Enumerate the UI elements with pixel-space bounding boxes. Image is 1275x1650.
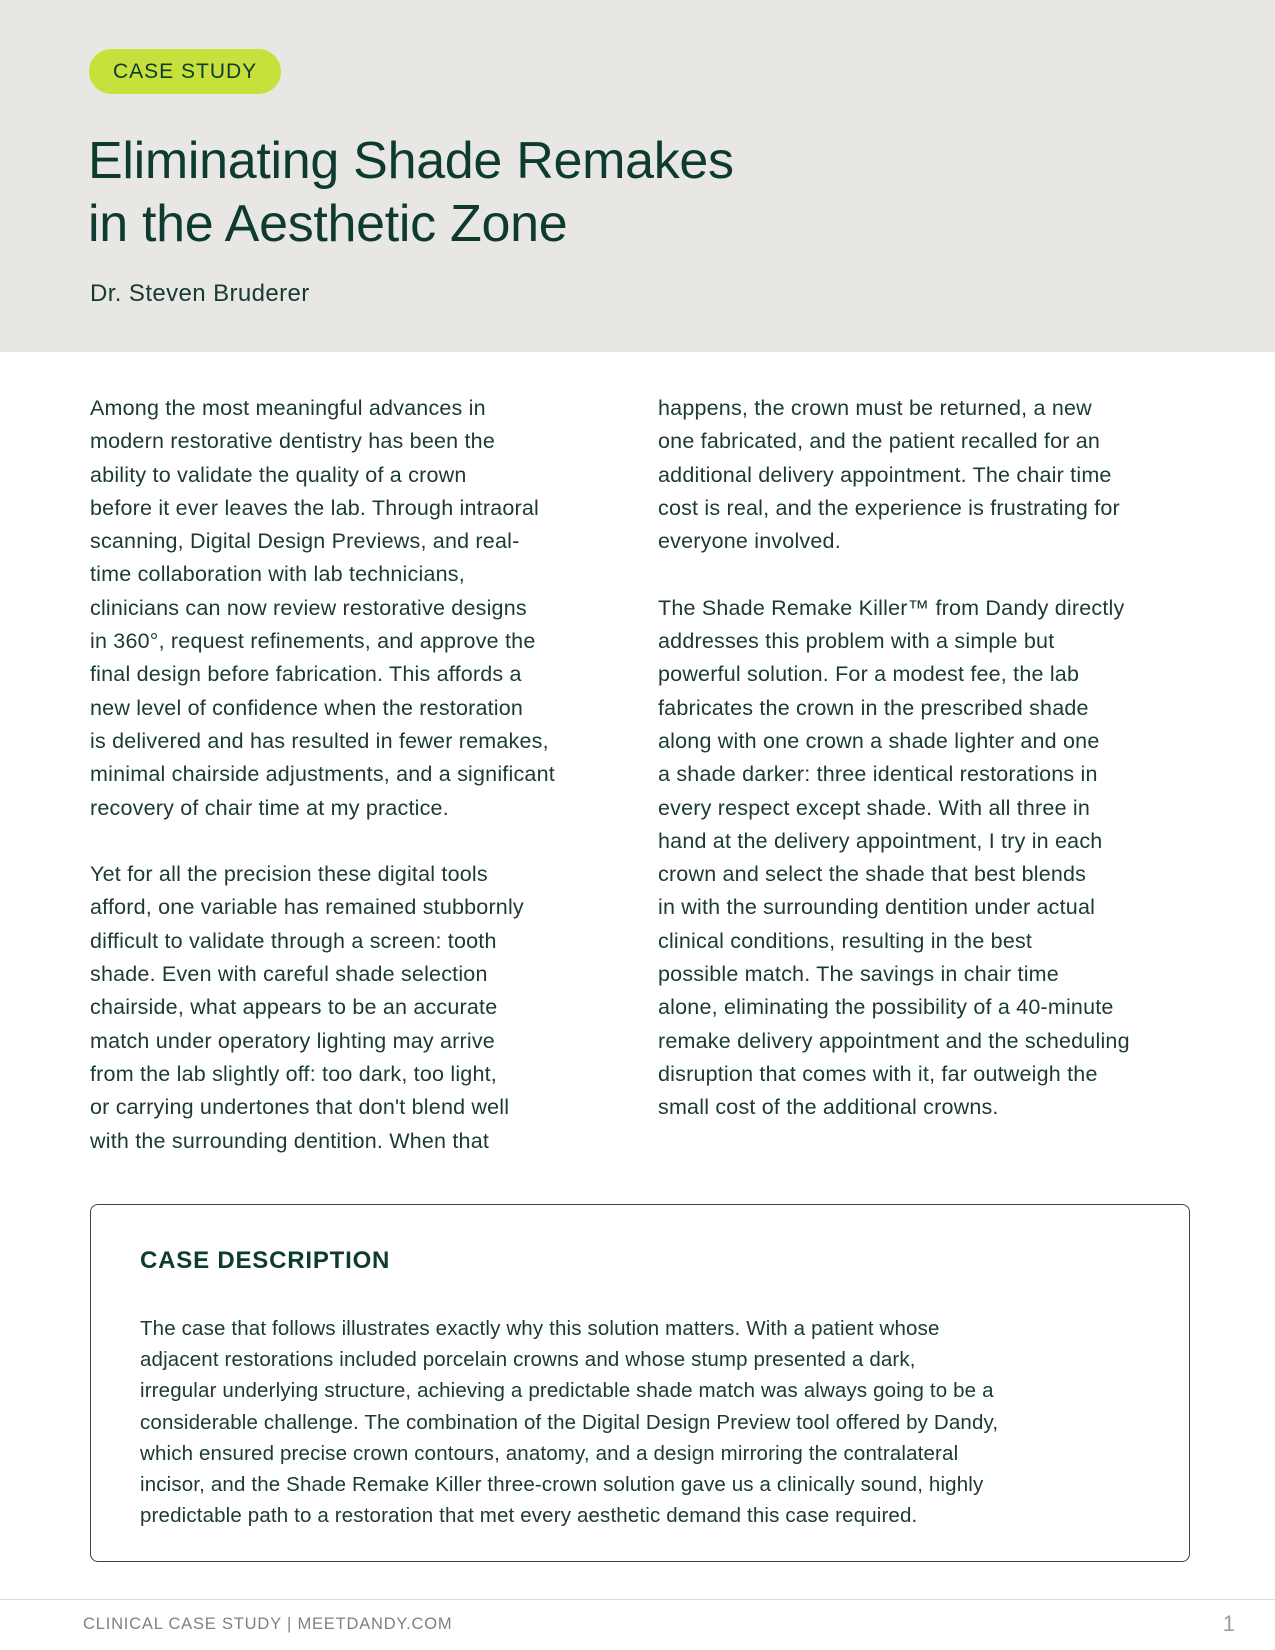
text-line: shade. Even with careful shade selection [90,962,488,987]
text-line: disruption that comes with it, far outweigh the [658,1061,1098,1086]
text-line: one fabricated, and the patient recalled for an [658,429,1101,454]
text-line: small cost of the additional crowns. [658,1095,999,1120]
text-line: scanning, Digital Design Previews, and real- [90,529,520,554]
text-line: along with one crown a shade lighter and one [658,728,1100,753]
text-line: match under operatory lighting may arrive [90,1028,495,1053]
text-line: ability to validate the quality of a crown [90,462,467,487]
text-line: Yet for all the precision these digital tools [90,862,488,887]
text-line: every respect except shade. With all three in [658,795,1091,820]
text-line: before it ever leaves the lab. Through intraoral [90,495,540,520]
text-line: fabricates the crown in the prescribed shade [658,695,1089,720]
text-line: chairside, what appears to be an accurate [90,995,498,1020]
text-line: a shade darker: three identical restorations in [658,762,1098,787]
paragraph [90,392,630,825]
case-description-box [90,1204,1190,1562]
paragraph [658,592,1198,1125]
text-line: irregular underlying structure, achieving a predictable shade match was always going to be a [140,1379,994,1403]
text-line: with the surrounding dentition. When that [90,1128,490,1153]
text-line: final design before fabrication. This affords a [90,662,522,687]
text-line: modern restorative dentistry has been the [90,429,495,454]
text-line: considerable challenge. The combination of the Digital Design Preview tool offered by Dandy, [140,1410,999,1434]
paragraph [90,858,630,1158]
author-name: Dr. Steven Bruderer [90,280,310,307]
text-line: Among the most meaningful advances in [90,396,486,420]
header-band [0,0,1275,352]
text-line: powerful solution. For a modest fee, the lab [658,662,1080,687]
text-line: The Shade Remake Killer™ from Dandy directly [658,595,1125,620]
text-line: is delivered and has resulted in fewer remakes, [90,728,549,753]
text-line: clinicians can now review restorative designs [90,595,527,620]
text-line: clinical conditions, resulting in the best [658,928,1033,953]
footer-label: CLINICAL CASE STUDY | MEETDANDY.COM [83,1615,453,1633]
left-column [90,392,630,1158]
text-line: afford, one variable has remained stubbornly [90,895,524,920]
text-line: in with the surrounding dentition under actual [658,895,1096,920]
text-line: alone, eliminating the possibility of a 40-minute [658,995,1114,1020]
text-line: hand at the delivery appointment, I try in each [658,828,1103,853]
text-line: The case that follows illustrates exactly why this solution matters. With a patient whose [140,1317,940,1340]
text-line: minimal chairside adjustments, and a significant [90,762,555,787]
footer-divider [0,1599,1275,1600]
text-line: possible match. The savings in chair time [658,962,1059,987]
text-line: happens, the crown must be returned, a new [658,396,1092,420]
text-line: from the lab slightly off: too dark, too light, [90,1061,497,1086]
page-title [88,130,988,256]
text-line: adjacent restorations included porcelain crowns and whose stump presented a dark, [140,1348,916,1372]
case-description-title: CASE DESCRIPTION [140,1247,391,1274]
text-line: crown and select the shade that best blends [658,862,1087,887]
text-line: addresses this problem with a simple but [658,629,1055,654]
text-line: remake delivery appointment and the scheduling [658,1028,1130,1053]
paragraph-gap [90,825,630,858]
text-line: everyone involved. [658,529,841,554]
text-line: difficult to validate through a screen: tooth [90,928,497,953]
right-column [658,392,1198,1125]
page-number: 1 [1222,1611,1235,1636]
text-line: additional delivery appointment. The chair time [658,462,1112,487]
text-line: time collaboration with lab technicians, [90,562,465,587]
text-line: new level of confidence when the restoration [90,695,524,720]
paragraph-gap [658,558,1198,591]
text-line: cost is real, and the experience is frustrating for [658,495,1120,520]
text-line: which ensured precise crown contours, anatomy, and a design mirroring the contralateral [140,1441,959,1465]
text-line: in 360°, request refinements, and approve the [90,629,536,654]
title-line: Eliminating Shade Remakes [88,132,734,190]
text-line: recovery of chair time at my practice. [90,795,449,820]
case-description-body [140,1313,1150,1531]
case-study-tag: CASE STUDY [89,49,281,94]
title-line: in the Aesthetic Zone [88,195,568,253]
text-line: incisor, and the Shade Remake Killer three-crown solution gave us a clinically sound, highly [140,1473,984,1497]
text-line: predictable path to a restoration that met every aesthetic demand this case required. [140,1504,918,1528]
paragraph [658,392,1198,558]
text-line: or carrying undertones that don't blend well [90,1095,510,1120]
